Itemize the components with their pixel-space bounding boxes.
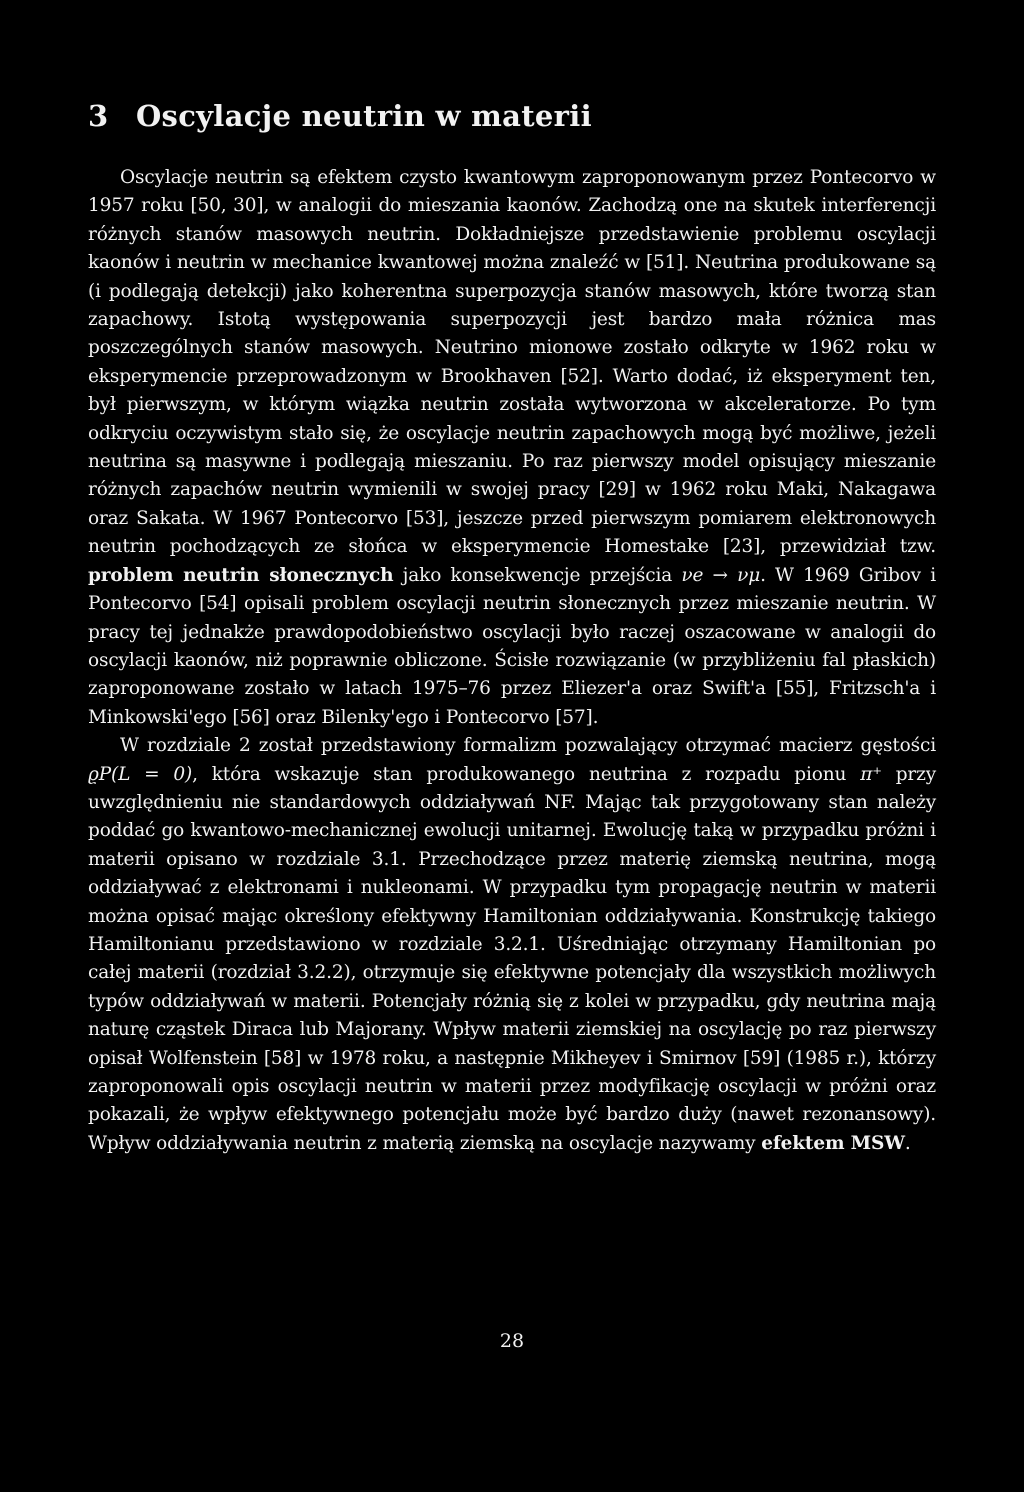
text-run: jako konsekwencje przejścia — [393, 564, 682, 586]
section-heading — [88, 94, 936, 138]
math-inline: π⁺ — [860, 763, 882, 785]
paragraph-1 — [88, 164, 936, 732]
page-content — [88, 94, 936, 1158]
section-title: Oscylacje neutrin w materii — [136, 99, 592, 133]
math-inline: ϱP(L = 0) — [88, 763, 193, 785]
text-run: Oscylacje neutrin są efektem czysto kwantowym zaproponowanym przez Pontecorvo w 1957 roku [50, 30], w analogii do mieszania kaonów. Zachodzą one na skutek interferencji różnych stanów masowych neutrin. Dokładniejsze przedstawienie problemu oscylacji kaonów i neutrin w mechanice kwantowej można znaleźć w [51]. Neutrina produkowane są (i podlegają detekcji) jako koherentna superpozycja stanów masowych, które tworzą stan zapachowy. Istotą występowania superpozycji jest bardzo mała różnica mas poszczególnych stanów masowych. Neutrino mionowe zostało odkryte w 1962 roku w eksperymencie przeprowadzonym w Brookhaven [52]. Warto dodać, iż eksperyment ten, był pierwszym, w którym wiązka neutrin została wytworzona w akceleratorze. Po tym odkryciu oczywistym stało się, że oscylacje neutrin zapachowych mogą być możliwe, jeżeli neutrina są masywne i podlegają mieszaniu. Po raz pierwszy model opisujący mieszanie różnych zapachów neutrin wymienili w swojej pracy [29] w 1962 roku Maki, Nakagawa oraz Sakata. W 1967 Pontecorvo [53], jeszcze przed pierwszym pomiarem elektronowych neutrin pochodzących ze słońca w eksperymencie Homestake [23], przewidział tzw. — [88, 167, 936, 558]
bold-term: problem neutrin słonecznych — [88, 564, 394, 586]
paragraph-2 — [88, 732, 936, 1158]
math-inline: νe → νμ — [681, 564, 761, 586]
text-run: przy uwzględnieniu nie standardowych oddziaływań NF. Mając tak przygotowany stan należy poddać go kwantowo-mechanicznej ewolucji unitarnej. Ewolucję taką w przypadku próżni i materii opisano w rozdziale 3.1. Przechodzące przez materię ziemską neutrina, mogą oddziaływać z elektronami i nukleonami. W przypadku tym propagację neutrin w materii można opisać mając określony efektywny Hamiltonian oddziaływania. Konstrukcję takiego Hamiltonianu przedstawiono w rozdziale 3.2.1. Uśredniając otrzymany Hamiltonian po całej materii (rozdział 3.2.2), otrzymuje się efektywne potencjały dla wszystkich możliwych typów oddziaływań w materii. Potencjały różnią się z kolei w przypadku, gdy neutrina mają naturę cząstek Diraca lub Majorany. Wpływ materii ziemskiej na oscylację po raz pierwszy opisał Wolfenstein [58] w 1978 roku, a następnie Mikheyev i Smirnov [59] (1985 r.), którzy zaproponowali opis oscylacji neutrin w materii przez modyfikację oscylacji w próżni oraz pokazali, że wpływ efektywnego potencjału może być bardzo duży (nawet rezonansowy). Wpływ oddziaływania neutrin z materią ziemską na oscylacje nazywamy — [88, 763, 937, 1154]
text-run: . — [904, 1132, 911, 1154]
text-run: . W 1969 Gribov i Pontecorvo [54] opisali problem oscylacji neutrin słonecznych przez mieszanie neutrin. W pracy tej jednakże prawdopodobieństwo oscylacji było raczej oszacowane w analogii do oscylacji kaonów, niż poprawnie obliczone. Ścisłe rozwiązanie (w przybliżeniu fal płaskich) zaproponowane zostało w latach 1975–76 przez Eliezer'a oraz Swift'a [55], Fritzsch'a i Minkowski'ego [56] oraz Bilenky'ego i Pontecorvo [57]. — [88, 564, 936, 728]
page-number: 28 — [499, 1330, 525, 1352]
bold-term: efektem MSW — [761, 1132, 905, 1154]
text-run: , która wskazuje stan produkowanego neutrina z rozpadu pionu — [192, 763, 861, 785]
section-number: 3 — [88, 99, 109, 133]
text-run: W rozdziale 2 został przedstawiony formalizm pozwalający otrzymać macierz gęstości — [120, 735, 936, 757]
